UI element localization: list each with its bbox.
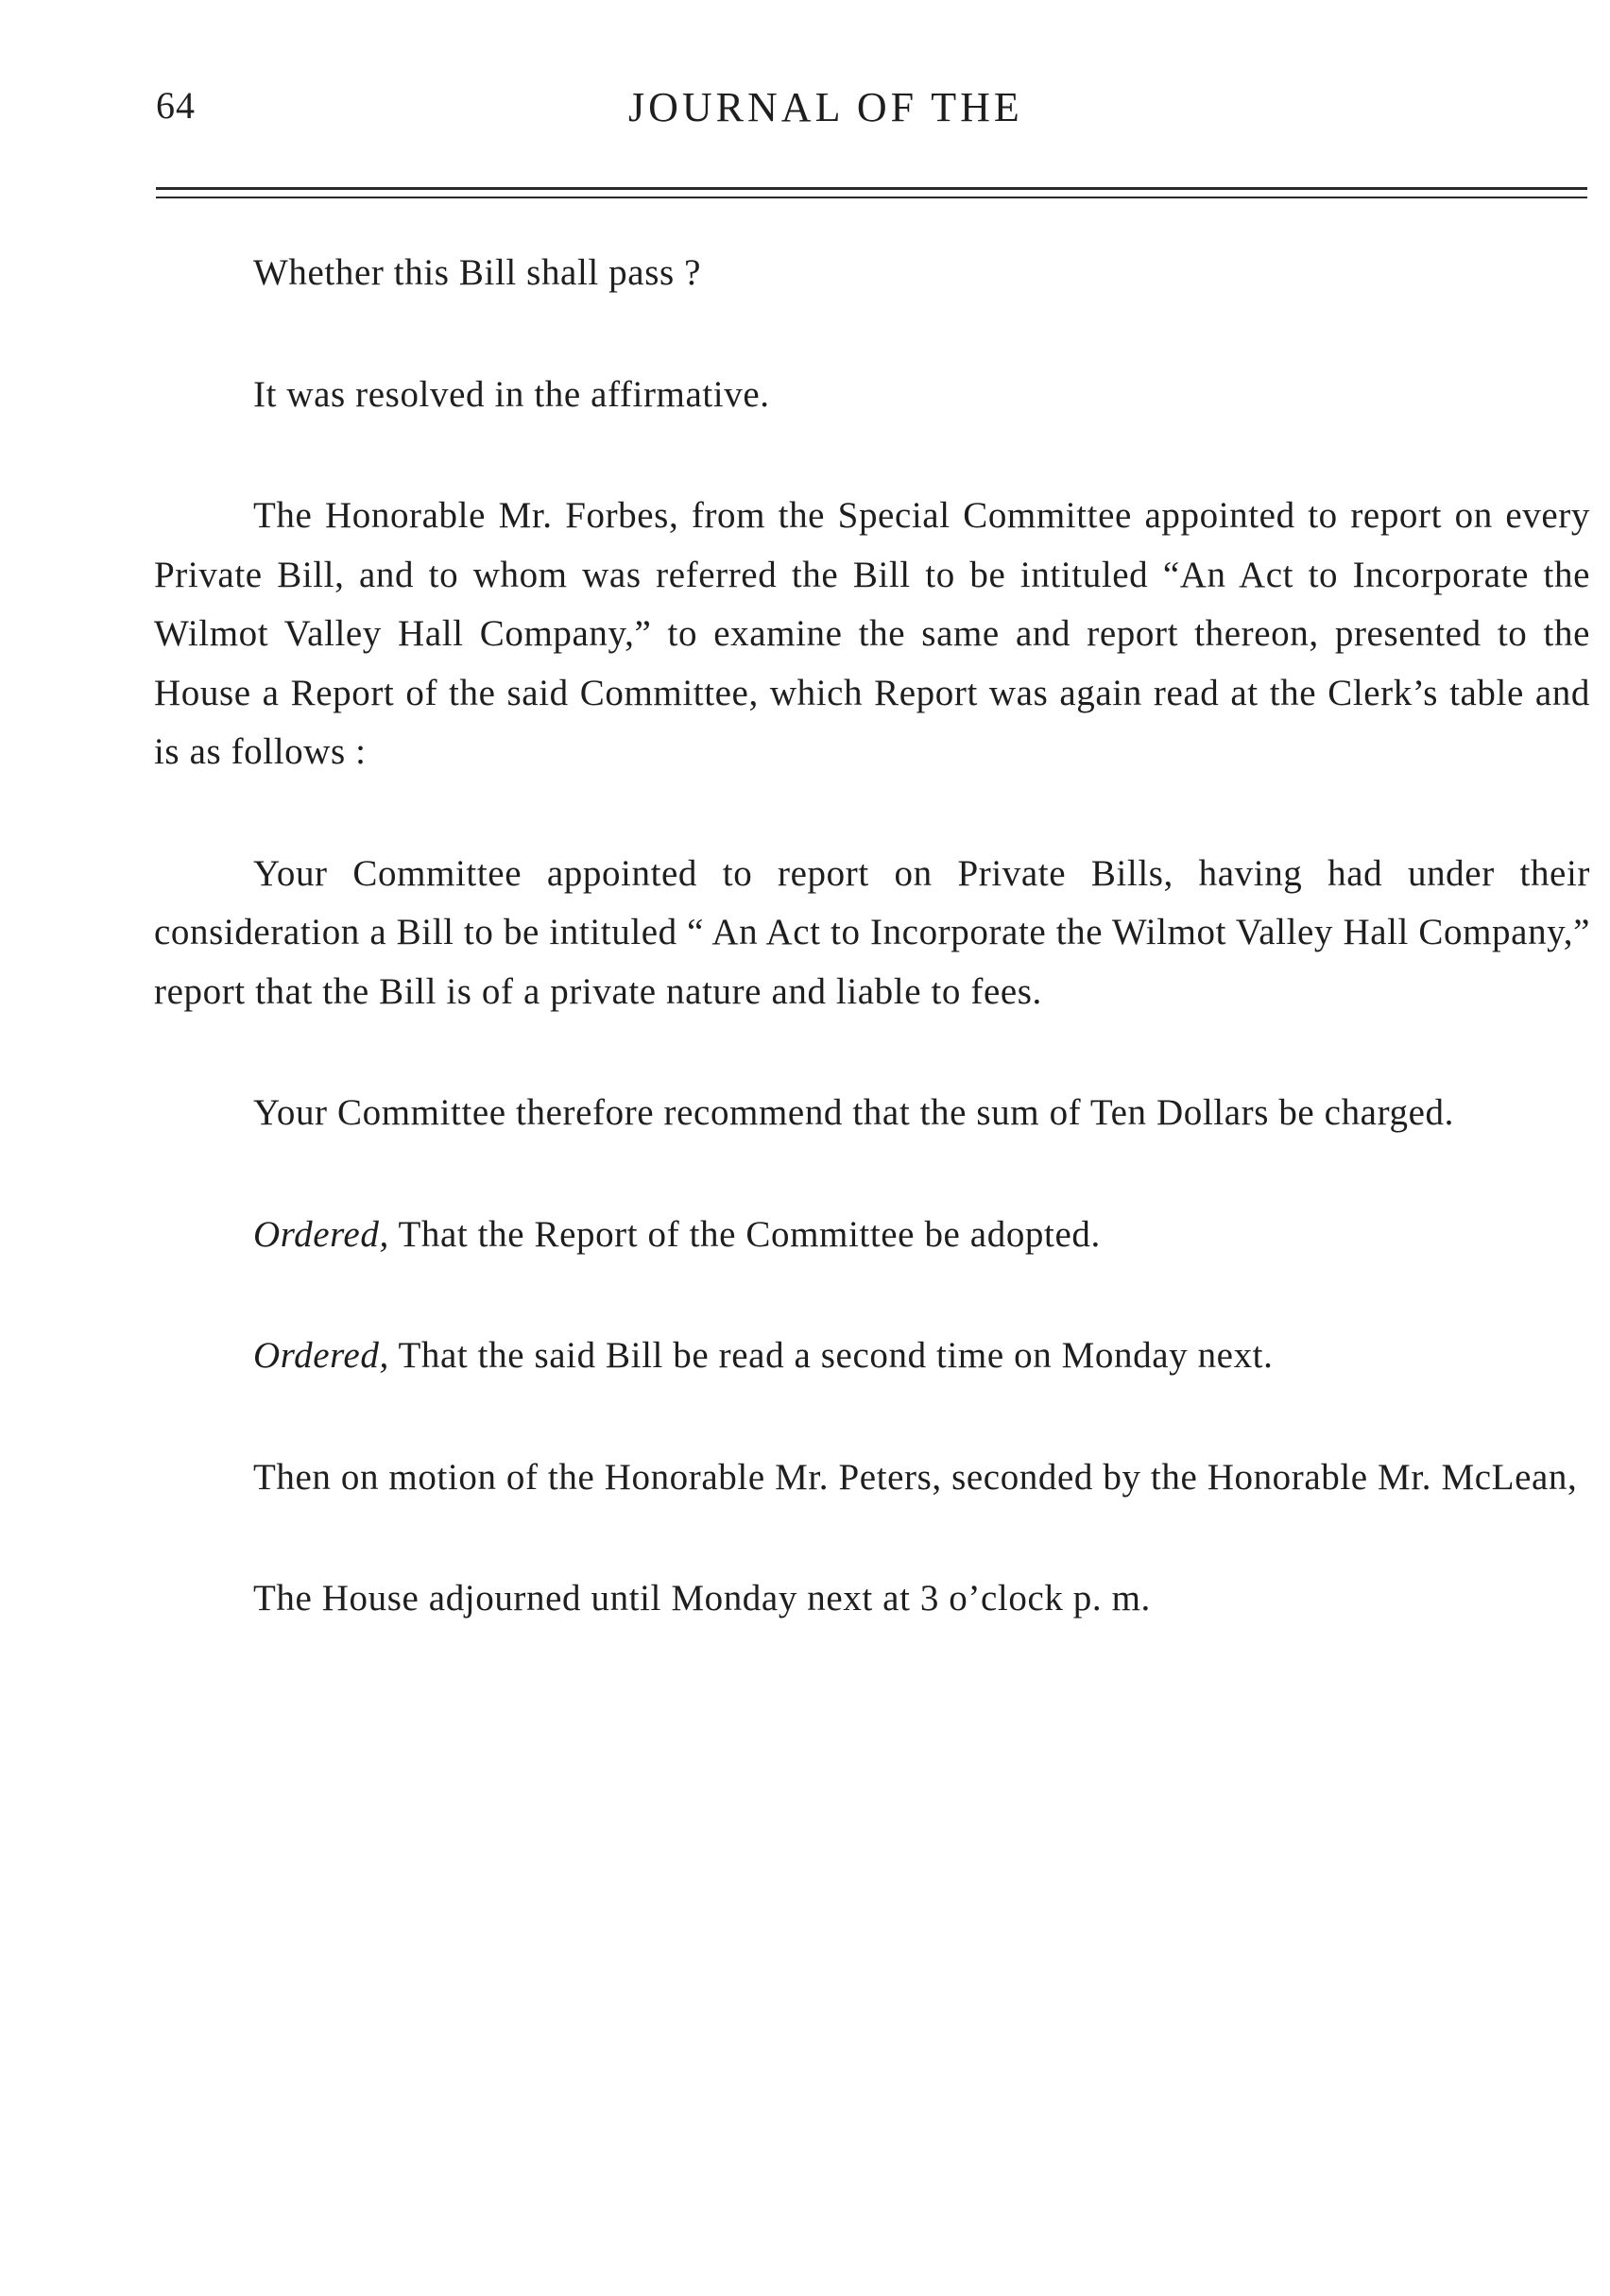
paragraph-order-second-reading [154, 1327, 1590, 1386]
paragraph-adjournment: The House adjourned until Monday next at 3 o’clock p. m. [253, 1578, 1151, 1619]
paragraph-order-adopt [154, 1206, 1590, 1265]
paragraph-recommendation: Your Committee therefore recommend that the sum of Ten Dollars be charged. [253, 1092, 1454, 1133]
paragraph-resolution: It was resolved in the affirmative. [253, 373, 770, 415]
running-title: JOURNAL OF THE [628, 84, 1023, 130]
running-head [156, 83, 1587, 140]
order-text: That the Report of the Committee be adopted. [388, 1213, 1101, 1255]
paragraph-committee-report-intro: The Honorable Mr. Forbes, from the Special Committee appointed to report on every Private Bill, and to whom was referred the Bill to be intituled “An Act to Incorporate the Wilmot Valley Hall Company,” to examine the same and report thereon, presented to the House a Report of the said Committee, which Report was again read at the Clerk’s table and is as follows : [154, 495, 1590, 772]
journal-body [154, 244, 1590, 1691]
page-number: 64 [156, 84, 196, 127]
header-rule-bottom [156, 197, 1587, 198]
paragraph-motion: Then on motion of the Honorable Mr. Peters, seconded by the Honorable Mr. McLean, [253, 1456, 1578, 1498]
order-text: That the said Bill be read a second time on Monday next. [388, 1335, 1274, 1376]
header-rule-top [156, 187, 1587, 190]
order-lead: Ordered, [253, 1213, 389, 1255]
paragraph-committee-report: Your Committee appointed to report on Private Bills, having had under their consideration a Bill to be intituled “ An Act to Incorporate the Wilmot Valley Hall Company,” report that the Bill is of a private nature and liable to fees. [154, 852, 1590, 1012]
order-lead: Ordered, [253, 1335, 389, 1376]
paragraph-question: Whether this Bill shall pass ? [253, 252, 702, 293]
